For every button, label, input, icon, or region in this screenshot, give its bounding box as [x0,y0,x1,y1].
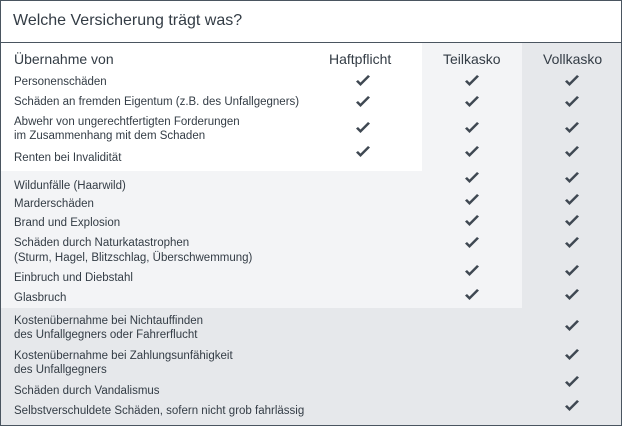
row-label: Schäden durch Naturkatastrophen [14,237,190,249]
header-haftpflicht: Haftpflicht [329,51,392,67]
row-label: Schäden durch Vandalismus [14,385,160,397]
checkmark-icon [464,171,480,185]
checkmark-icon [564,95,580,109]
checkmark-icon [464,214,480,228]
checkmark-icon [564,399,580,413]
checkmark-icon [564,193,580,207]
row-label: Abwehr von ungerechtfertigten Forderungen [14,116,240,128]
row-label: Schäden an fremden Eigentum (z.B. des Unfallgegners) [14,96,300,108]
checkmark-icon [464,288,480,302]
checkmark-icon [464,264,480,278]
header-vollkasko: Vollkasko [543,51,603,67]
row-label: im Zusammenhang mit dem Schaden [14,130,206,142]
checkmark-icon [355,95,371,109]
row-label: Brand und Explosion [14,217,121,229]
checkmark-icon [564,145,580,159]
row-label: Kostenübernahme bei Nichtauffinden [14,315,204,327]
checkmark-icon [355,74,371,88]
checkmark-icon [564,214,580,228]
row-label: Selbstverschuldete Schäden, sofern nicht grob fahrlässig [14,405,305,417]
row-label: Kostenübernahme bei Zahlungsunfähigkeit [14,350,233,362]
checkmark-icon [564,236,580,250]
checkmark-icon [564,74,580,88]
title-divider [1,42,621,43]
checkmark-icon [464,74,480,88]
checkmark-icon [564,288,580,302]
page-title: Welche Versicherung trägt was? [13,12,243,29]
checkmark-icon [464,121,480,135]
row-label: Marderschäden [14,198,94,210]
checkmark-icon [464,95,480,109]
row-label: Glasbruch [14,292,67,304]
checkmark-icon [564,319,580,333]
checkmark-icon [564,121,580,135]
row-label: Personenschäden [14,76,107,88]
row-label: des Unfallgegners oder Fahrerflucht [14,329,198,341]
checkmark-icon [464,145,480,159]
header-coverage: Übernahme von [14,51,114,67]
checkmark-icon [564,348,580,362]
header-teilkasko: Teilkasko [443,51,501,67]
checkmark-icon [564,375,580,389]
row-label: Einbruch und Diebstahl [14,272,133,284]
checkmark-icon [355,145,371,159]
row-label: des Unfallgegners [14,364,107,376]
checkmark-icon [564,264,580,278]
checkmark-icon [355,121,371,135]
row-label: Wildunfälle (Haarwild) [14,180,126,192]
row-label: (Sturm, Hagel, Blitzschlag, Überschwemmung) [14,252,253,264]
row-label: Renten bei Invalidität [14,152,122,164]
checkmark-icon [464,236,480,250]
checkmark-icon [564,171,580,185]
checkmark-icon [464,193,480,207]
